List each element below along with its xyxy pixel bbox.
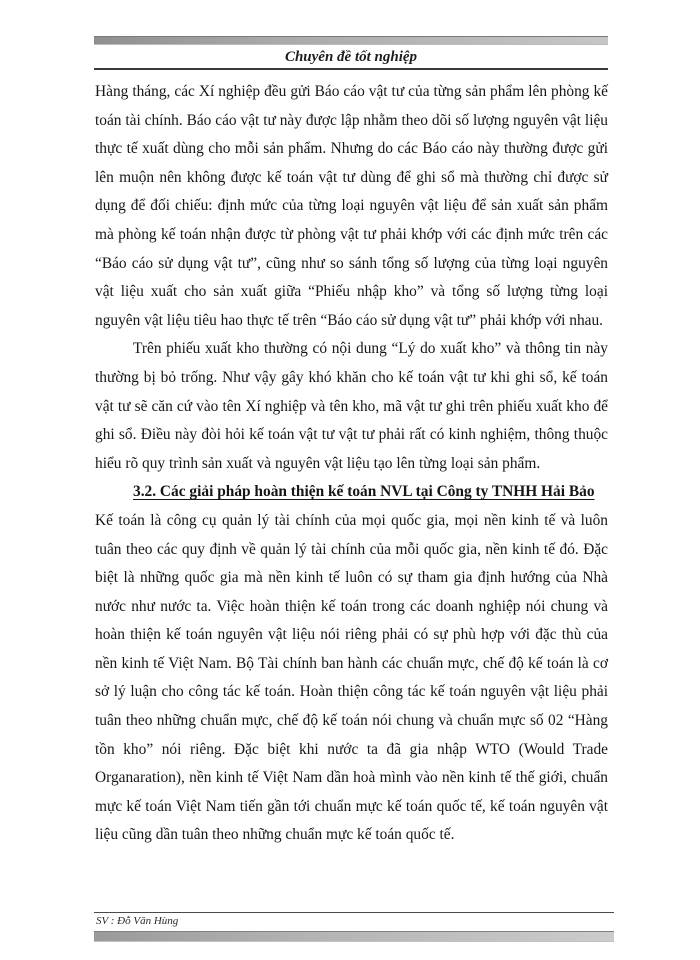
header-title: Chuyên đề tốt nghiệp [284,49,418,65]
footer-bottom-bar [94,931,614,942]
page-footer [94,912,614,942]
page-header [94,36,608,70]
header-rule [94,68,608,70]
section-heading-3-2: 3.2. Các giải pháp hoàn thiện kế toán NVL tại Công ty TNHH Hải Bảo [133,483,595,501]
paragraph-accounting-tool: Kế toán là công cụ quản lý tài chính của mọi quốc gia, mọi nền kinh tế và luôn tuân theo các quy định về quản lý tài chính của mỗi quốc gia, nền kinh tế đó. Đặc biệt là những quốc gia mà nền kinh tế luôn có sự tham gia định hướng của Nhà nước như nước ta. Việc hoàn thiện kế toán trong các doanh nghiệp nói chung và hoàn thiện kế toán nguyên vật liệu nói riêng phải có sự phù hợp với đặc thù của nền kinh tế Việt Nam. Bộ Tài chính ban hành các chuẩn mực, chế độ kế toán là cơ sở lý luận cho công tác kế toán. Hoàn thiện công tác kế toán nguyên vật liệu phải tuân theo những chuẩn mực, chế độ kế toán nói chung và chuẩn mực số 02 “Hàng tồn kho” nói riêng. Đặc biệt khi nước ta đã gia nhập WTO (Would Trade Organaration), nền kinh tế Việt Nam dần hoà mình vào nền kinh tế thế giới, chuẩn mực kế toán Việt Nam tiến gần tới chuẩn mực kế toán quốc tế, kế toán nguyên vật liệu cũng dần tuân theo những chuẩn mực kế toán quốc tế. [95,511,608,844]
footer-student-name: SV : Đỗ Văn Hùng [96,915,179,927]
header-top-bar [94,36,608,45]
paragraph-warehouse-slip: Trên phiếu xuất kho thường có nội dung “Lý do xuất kho” và thông tin này thường bị bỏ trống. Như vậy gây khó khăn cho kế toán vật tư khi ghi sổ, kế toán vật tư sẽ căn cứ vào tên Xí nghiệp và tên kho, mã vật tư ghi trên phiếu xuất kho để ghi sổ. Điều này đòi hỏi kế toán vật tư vật tư phải rất có kinh nghiệm, thông thuộc hiểu rõ quy trình sản xuất và nguyên vật liệu tạo lên từng loại sản phẩm. [95,340,608,472]
document-body [95,78,608,850]
paragraph-monthly-reports: Hàng tháng, các Xí nghiệp đều gửi Báo cáo vật tư của từng sản phẩm lên phòng kế toán tài chính. Báo cáo vật tư này được lập nhằm theo dõi số lượng nguyên vật liệu thực tế xuất dùng cho mỗi sản phẩm. Nhưng do các Báo cáo này thường được gửi lên muộn nên không được kế toán vật tư dùng để ghi sổ mà thường chỉ được sử dụng để đối chiếu: định mức của từng loại nguyên vật liệu để sản xuất sản phẩm mà phòng kế toán nhận được từ phòng vật tư phải khớp với các định mức trên các “Báo cáo sử dụng vật tư”, cũng như so sánh tổng số lượng của từng loại nguyên vật liệu xuất cho sản xuất giữa “Phiếu nhập kho” và tổng số lượng từng loại nguyên vật liệu tiêu hao thực tế trên “Báo cáo sử dụng vật tư” phải khớp với nhau. [95,83,608,329]
